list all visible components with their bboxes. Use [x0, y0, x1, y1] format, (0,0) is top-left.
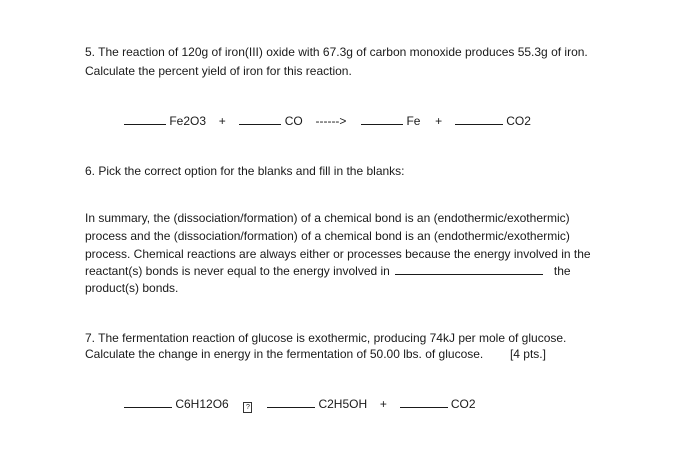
missing-arrow-glyph: ? — [243, 402, 252, 413]
plus-sign: + — [435, 114, 443, 128]
q7-line-2 — [85, 346, 546, 362]
reaction-arrow: ------> — [315, 114, 347, 128]
blank-coefficient-c2h5oh[interactable] — [267, 397, 315, 408]
q7-line-1: 7. The fermentation reaction of glucose is exothermic, producing 74kJ per mole of glucose. — [85, 331, 567, 345]
blank-coefficient-fe[interactable] — [361, 114, 403, 125]
formula-co2: CO2 — [506, 114, 531, 128]
q6-paragraph-line-4 — [85, 263, 571, 279]
formula-co: CO — [284, 114, 303, 128]
blank-coefficient-co2[interactable] — [400, 397, 448, 408]
q6-prompt: 6. Pick the correct option for the blanks and fill in the blanks: — [85, 164, 405, 178]
q7-line-2-text: Calculate the change in energy in the fermentation of 50.00 lbs. of glucose. — [85, 347, 484, 361]
plus-sign: + — [218, 114, 226, 128]
q6-paragraph-line-2: process and the (dissociation/formation) of a chemical bond is an (endothermic/exothermic) — [85, 229, 570, 243]
q5-line-2: Calculate the percent yield of iron for this reaction. — [85, 64, 352, 78]
q7-equation — [124, 396, 476, 413]
formula-fe: Fe — [406, 114, 421, 128]
formula-c6h12o6: C6H12O6 — [175, 397, 229, 411]
formula-co2: CO2 — [450, 397, 476, 411]
blank-energy-involved[interactable] — [395, 264, 543, 275]
blank-coefficient-fe2o3[interactable] — [124, 114, 166, 125]
plus-sign: + — [379, 397, 387, 411]
blank-coefficient-c6h12o6[interactable] — [124, 397, 172, 408]
blank-coefficient-co[interactable] — [239, 114, 281, 125]
formula-c2h5oh: C2H5OH — [318, 397, 368, 411]
q5-equation — [124, 113, 531, 129]
q7-points: [4 pts.] — [509, 347, 546, 361]
blank-coefficient-co2[interactable] — [455, 114, 503, 125]
q6-paragraph-line-1: In summary, the (dissociation/formation) of a chemical bond is an (endothermic/exothermic) — [85, 211, 570, 225]
q6-paragraph-line-3: process. Chemical reactions are always either or processes because the energy involved in the — [85, 247, 591, 261]
formula-fe2o3: Fe2O3 — [169, 114, 207, 128]
q6-text-reactant-bonds: reactant(s) bonds is never equal to the energy involved in — [85, 264, 390, 278]
q6-text-the: the — [553, 264, 571, 278]
q5-line-1: 5. The reaction of 120g of iron(III) oxide with 67.3g of carbon monoxide produces 55.3g of iron. — [85, 45, 588, 59]
q6-paragraph-line-5: product(s) bonds. — [85, 281, 179, 295]
